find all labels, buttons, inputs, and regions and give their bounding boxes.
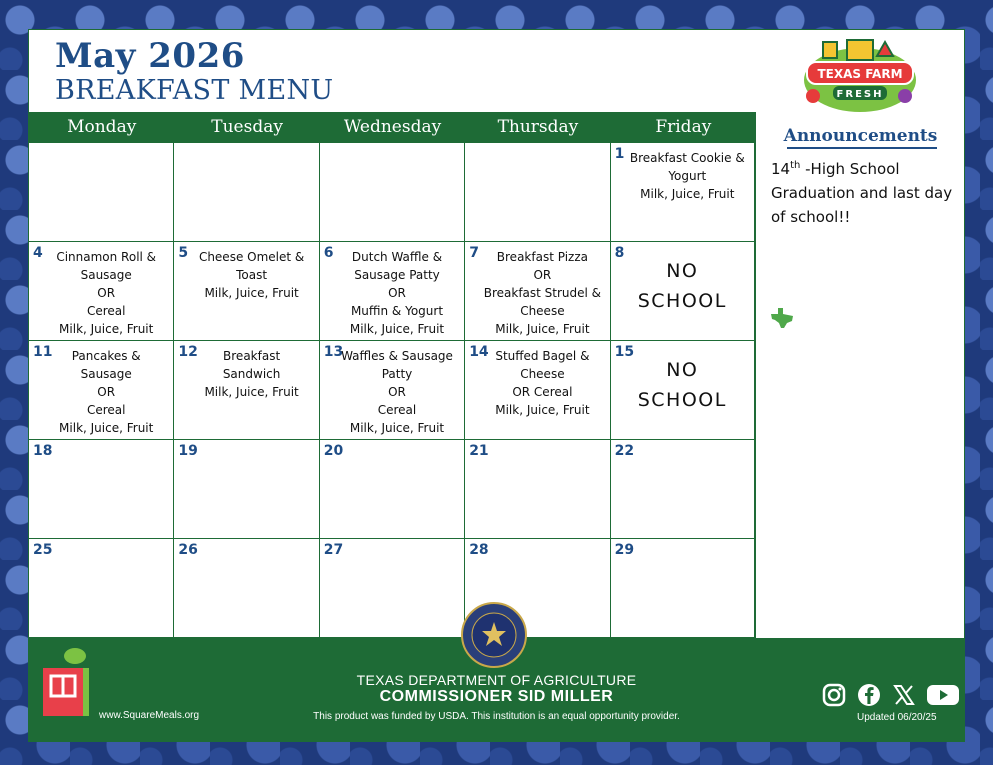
square-meals-url[interactable]: www.SquareMeals.org [99, 710, 200, 721]
no-school-label: NO SCHOOL [637, 260, 727, 312]
date-number: 1 [614, 146, 625, 162]
calendar-grid [29, 143, 756, 638]
menu-items: Cheese Omelet & Toast Milk, Juice, Fruit [198, 250, 305, 300]
texas-state-icon [769, 306, 795, 330]
calendar-day-cell [611, 143, 756, 242]
date-number: 8 [614, 245, 625, 261]
menu-items: Waffles & Sausage Patty OR Cereal Milk, Juice, Fruit [341, 349, 453, 435]
menu-items: Cinnamon Roll & Sausage OR Cereal Milk, Juice, Fruit [56, 250, 157, 336]
calendar-day-cell [465, 242, 610, 341]
calendar-day-cell [320, 143, 465, 242]
date-number: 11 [33, 344, 53, 360]
calendar-day-cell [174, 440, 319, 539]
weekday-header [29, 112, 756, 143]
calendar-day-cell [29, 143, 174, 242]
menu-items: Pancakes & Sausage OR Cereal Milk, Juice, Fruit [59, 349, 154, 435]
date-number: 18 [33, 443, 53, 459]
usda-disclaimer: This product was funded by USDA. This institution is an equal opportunity provider. [313, 711, 680, 722]
calendar-day-cell [611, 242, 756, 341]
date-number: 14 [469, 344, 489, 360]
weekday-thursday: Thursday [497, 117, 579, 137]
weekday-wednesday: Wednesday [343, 117, 442, 137]
date-number: 19 [178, 443, 198, 459]
commissioner-name: COMMISSIONER SID MILLER [379, 688, 614, 705]
tda-seal [461, 602, 527, 668]
calendar-day-cell [465, 143, 610, 242]
announcements-divider [787, 147, 937, 149]
date-number: 28 [469, 542, 489, 558]
announcement-suffix: th [790, 160, 801, 171]
date-number: 27 [323, 542, 344, 558]
calendar-day-cell [465, 440, 610, 539]
announcement-day: 14 [771, 160, 791, 178]
calendar-day-cell [29, 440, 174, 539]
updated-date: Updated 06/20/25 [857, 712, 937, 723]
date-number: 25 [33, 542, 53, 558]
logo-text-1: TEXAS FARM [817, 67, 903, 81]
calendar-day-cell [174, 242, 319, 341]
date-number: 22 [614, 443, 635, 459]
menu-items: Breakfast Sandwich Milk, Juice, Fruit [204, 349, 299, 399]
x-icon[interactable] [891, 682, 917, 708]
menu-title: BREAKFAST MENU [55, 75, 334, 106]
calendar-day-cell [29, 341, 174, 440]
month-title: May 2026 [55, 36, 245, 76]
date-number: 13 [323, 344, 344, 360]
announcement-item [771, 154, 957, 229]
calendar-day-cell [174, 341, 319, 440]
calendar-day-cell [611, 440, 756, 539]
header [29, 30, 756, 112]
calendar-day-cell [320, 539, 465, 638]
texas-farm-fresh-logo [801, 36, 919, 116]
date-number: 21 [469, 443, 489, 459]
menu-items: Breakfast Cookie & Yogurt Milk, Juice, Fruit [629, 151, 745, 201]
weekday-monday: Monday [67, 117, 137, 137]
announcements-title: Announcements [783, 126, 938, 146]
calendar-day-cell [174, 143, 319, 242]
department-name: TEXAS DEPARTMENT OF AGRICULTURE [356, 672, 637, 688]
calendar-day-cell [320, 440, 465, 539]
date-number: 26 [178, 542, 198, 558]
date-number: 5 [178, 245, 189, 261]
menu-items: Breakfast Pizza OR Breakfast Strudel & Cheese Milk, Juice, Fruit [483, 250, 602, 336]
calendar-day-cell [320, 242, 465, 341]
date-number: 4 [33, 245, 43, 261]
no-school-label: NO SCHOOL [637, 359, 727, 411]
sidebar [757, 30, 964, 638]
date-number: 20 [323, 443, 344, 459]
instagram-icon[interactable] [821, 682, 847, 708]
youtube-icon[interactable] [926, 682, 952, 708]
logo-text-2: FRESH [836, 89, 884, 100]
calendar-frame [28, 29, 965, 742]
date-number: 29 [614, 542, 635, 558]
weekday-friday: Friday [655, 117, 712, 137]
calendar-day-cell [29, 539, 174, 638]
calendar-day-cell [465, 341, 610, 440]
date-number: 6 [323, 245, 334, 261]
calendar-day-cell [611, 539, 756, 638]
social-links [821, 682, 952, 708]
calendar-day-cell [29, 242, 174, 341]
menu-items: Dutch Waffle & Sausage Patty OR Muffin & Yogurt Milk, Juice, Fruit [349, 250, 445, 336]
calendar-day-cell [611, 341, 756, 440]
date-number: 7 [469, 245, 479, 261]
announcement-text: -High School Graduation and last day of school!! [771, 160, 953, 226]
facebook-icon[interactable] [856, 682, 882, 708]
date-number: 15 [614, 344, 635, 360]
date-number: 12 [178, 344, 198, 360]
calendar-day-cell [174, 539, 319, 638]
menu-items: Stuffed Bagel & Cheese OR Cereal Milk, Juice, Fruit [495, 349, 590, 417]
weekday-tuesday: Tuesday [211, 117, 283, 137]
calendar-day-cell [320, 341, 465, 440]
